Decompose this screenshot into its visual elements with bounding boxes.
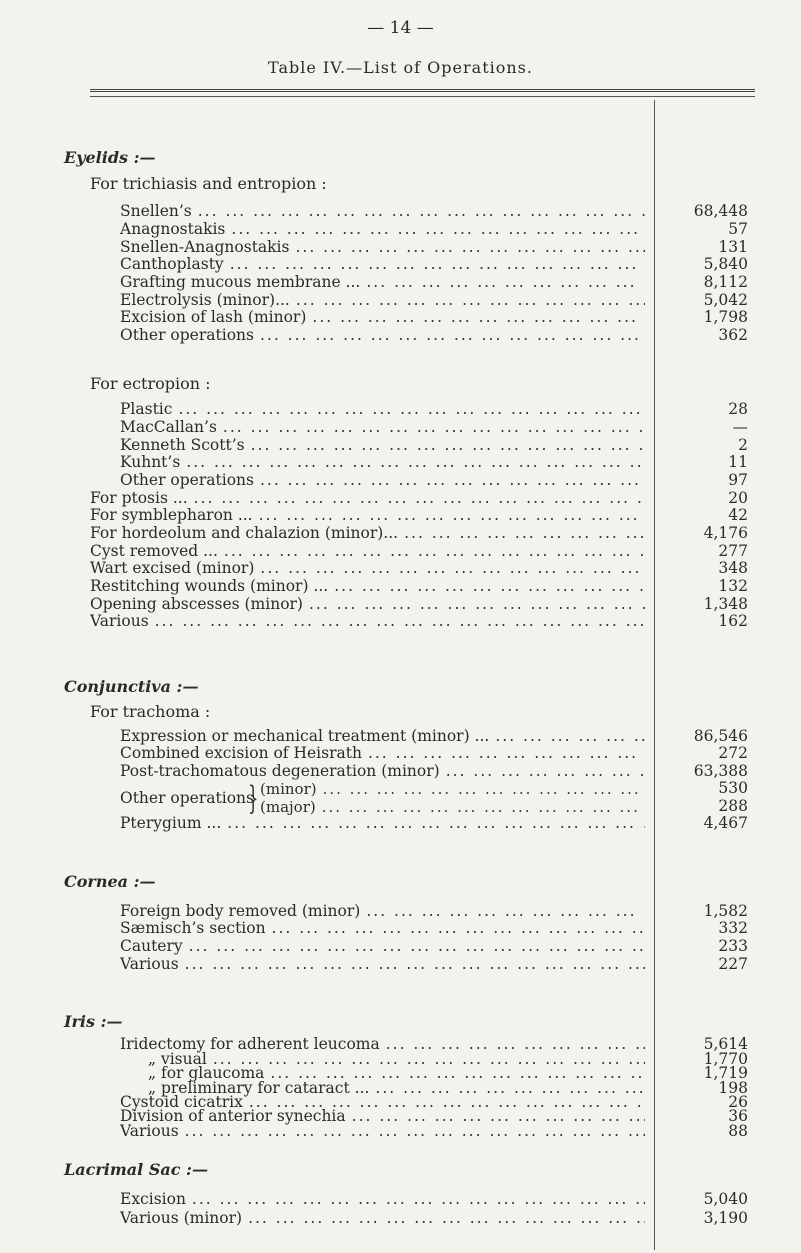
list-item	[120, 762, 645, 782]
item-count: 63,388	[693, 762, 748, 780]
item-count: 1,348	[703, 595, 748, 613]
subheading-trachoma: For trachoma :	[90, 702, 211, 721]
section-heading-lacrimal: Lacrimal Sac :—	[64, 1160, 208, 1179]
item-count: 5,840	[703, 255, 748, 273]
item-label: For hordeolum and chalazion (minor)...	[90, 524, 399, 542]
item-label: Combined excision of Heisrath	[120, 744, 362, 762]
item-label: Iridectomy for adherent leucoma	[120, 1035, 380, 1053]
item-label: Cyst removed ...	[90, 542, 218, 560]
item-label: MacCallan’s	[120, 418, 217, 436]
list-item	[90, 559, 645, 579]
item-label: Grafting mucous membrane ...	[120, 273, 361, 291]
section-heading-conjunctiva: Conjunctiva :—	[64, 677, 199, 696]
list-item	[120, 273, 645, 293]
item-count: —	[732, 418, 748, 436]
item-label: Excision of lash (minor)	[120, 308, 307, 326]
item-count: 132	[718, 577, 748, 595]
item-label: Snellen’s	[120, 202, 192, 220]
item-label: Electrolysis (minor)...	[120, 291, 290, 309]
item-label: Opening abscesses (minor)	[90, 595, 303, 613]
list-item	[90, 612, 645, 632]
item-count: 86,546	[693, 727, 748, 745]
list-item	[120, 255, 645, 275]
item-count: 1,719	[703, 1064, 748, 1082]
item-label: Other operations	[120, 326, 254, 344]
list-item	[120, 202, 645, 222]
item-label: Canthoplasty	[120, 255, 224, 273]
item-count: 8,112	[703, 273, 748, 291]
list-item	[120, 220, 645, 240]
item-label: Restitching wounds (minor) ...	[90, 577, 329, 595]
item-label: (minor)	[260, 780, 317, 798]
list-item	[120, 418, 645, 438]
item-count: 2	[738, 436, 748, 454]
list-item	[120, 471, 645, 491]
item-label: Post-trachomatous degeneration (minor)	[120, 762, 440, 780]
list-item	[120, 453, 645, 473]
item-count: 233	[718, 937, 748, 955]
item-label: For symblepharon ...	[90, 506, 253, 524]
list-item	[120, 744, 645, 764]
list-item	[120, 955, 645, 975]
item-label: Division of anterior synechia	[120, 1107, 346, 1125]
item-label: Expression or mechanical treatment (minor) ...	[120, 727, 490, 745]
item-count: 11	[728, 453, 748, 471]
brace: }	[248, 779, 259, 817]
list-item	[120, 937, 645, 957]
item-label: Other operations	[120, 471, 254, 489]
item-count: 28	[728, 400, 748, 418]
item-label: Plastic	[120, 400, 173, 418]
item-count: 277	[718, 542, 748, 560]
list-item	[120, 1122, 645, 1142]
item-label: For ptosis ...	[90, 489, 188, 507]
item-label: „ visual	[148, 1050, 207, 1068]
item-label: Kuhnt’s	[120, 453, 181, 471]
item-count: 272	[718, 744, 748, 762]
list-item	[260, 780, 645, 798]
list-item	[120, 308, 645, 328]
item-label: Anagnostakis	[120, 220, 226, 238]
item-count: 1,798	[703, 308, 748, 326]
list-item	[120, 814, 645, 834]
item-count: 5,042	[703, 291, 748, 309]
item-count: 362	[718, 326, 748, 344]
item-count: 5,040	[703, 1190, 748, 1208]
item-count: 4,467	[703, 814, 748, 832]
item-count: 1,582	[703, 902, 748, 920]
list-item	[90, 577, 645, 597]
item-count: 5,614	[703, 1035, 748, 1053]
item-label: Sæmisch’s section	[120, 919, 266, 937]
item-label: Various	[90, 612, 149, 630]
item-label: Other operations	[120, 789, 254, 807]
item-count: 348	[718, 559, 748, 577]
item-count: 198	[718, 1079, 748, 1097]
item-label: Foreign body removed (minor)	[120, 902, 361, 920]
list-item	[90, 506, 645, 526]
item-count: 162	[718, 612, 748, 630]
item-count: 332	[718, 919, 748, 937]
item-label: Snellen-Anagnostakis	[120, 238, 290, 256]
item-label: Kenneth Scott’s	[120, 436, 245, 454]
section-heading-eyelids: Eyelids :—	[64, 148, 156, 167]
list-item	[120, 919, 645, 939]
item-count: 97	[728, 471, 748, 489]
item-count: 20	[728, 489, 748, 507]
item-label: Various	[120, 955, 179, 973]
item-count: 68,448	[693, 202, 748, 220]
item-count: 131	[718, 238, 748, 256]
item-count: 36	[728, 1107, 748, 1125]
item-label: „ preliminary for cataract ...	[148, 1079, 370, 1097]
item-count: 530	[718, 779, 748, 797]
item-count: 88	[728, 1122, 748, 1140]
item-count: 1,770	[703, 1050, 748, 1068]
item-label: Various (minor)	[120, 1209, 243, 1227]
table-title: Table IV.—List of Operations.	[268, 58, 533, 77]
subheading-trichiasis: For trichiasis and entropion :	[90, 174, 327, 193]
item-count: 288	[718, 797, 748, 815]
item-label: Pterygium ...	[120, 814, 222, 832]
section-heading-iris: Iris :—	[64, 1012, 123, 1031]
item-count: 227	[718, 955, 748, 973]
item-label: Wart excised (minor)	[90, 559, 255, 577]
page-number: — 14 —	[367, 18, 434, 38]
list-item	[120, 326, 645, 346]
other-operations-group	[120, 780, 645, 816]
list-item	[120, 400, 645, 420]
item-count: 57	[728, 220, 748, 238]
item-label: Excision	[120, 1190, 186, 1208]
section-heading-cornea: Cornea :—	[64, 872, 156, 891]
item-count: 4,176	[703, 524, 748, 542]
item-label: (major)	[260, 798, 316, 816]
item-label: „ for glaucoma	[148, 1064, 265, 1082]
item-count: 42	[728, 506, 748, 524]
item-count: 3,190	[703, 1209, 748, 1227]
subheading-ectropion: For ectropion :	[90, 374, 211, 393]
item-label: Various	[120, 1122, 179, 1140]
list-item	[90, 524, 645, 544]
item-label: Cystoid cicatrix	[120, 1093, 243, 1111]
item-label: Cautery	[120, 937, 183, 955]
item-count: 26	[728, 1093, 748, 1111]
